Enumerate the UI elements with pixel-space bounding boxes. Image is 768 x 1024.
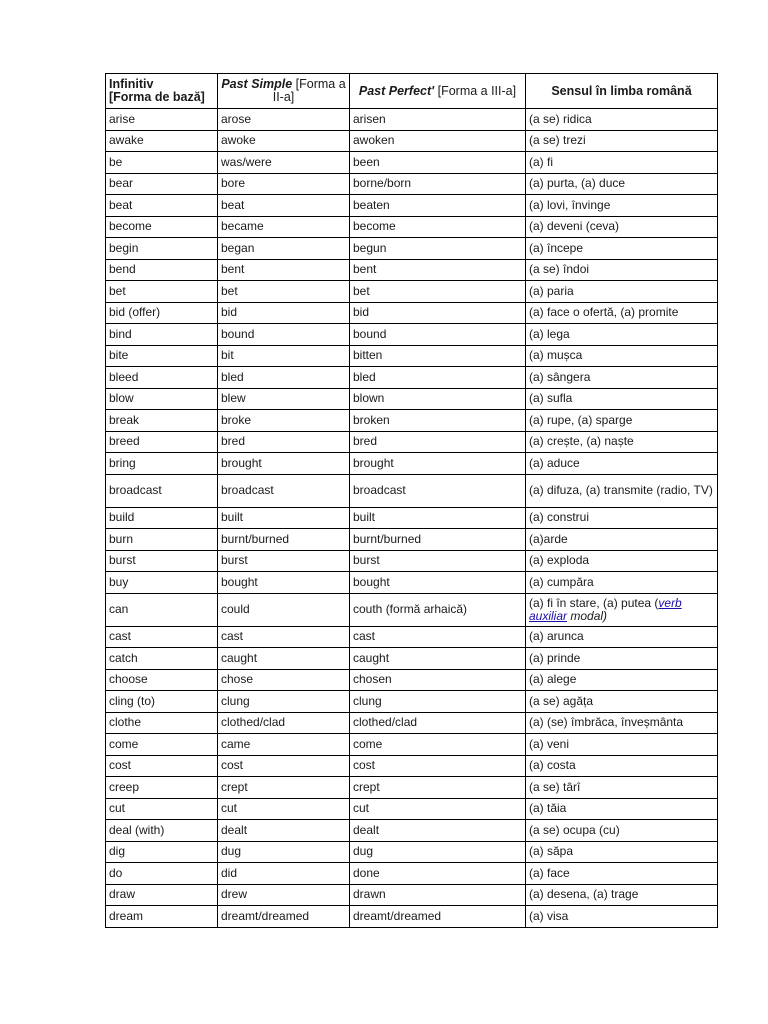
table-row: [106, 906, 717, 927]
meaning-prefix: (a) fi în stare, (a) putea (: [529, 595, 659, 610]
cell-meaning: (a se) trezi: [526, 131, 717, 153]
verb-table-container: [105, 73, 716, 928]
table-row: [106, 410, 717, 432]
table-row: [106, 367, 717, 389]
cell-past-perfect: been: [350, 152, 526, 174]
cell-infinitive: bet: [106, 281, 218, 303]
cell-infinitive: come: [106, 734, 218, 756]
cell-past-simple: broadcast: [218, 475, 350, 508]
cell-past-simple: cut: [218, 799, 350, 821]
cell-past-perfect: bought: [350, 572, 526, 594]
cell-past-simple: bid: [218, 303, 350, 325]
cell-infinitive: burst: [106, 551, 218, 573]
table-row: [106, 842, 717, 864]
cell-meaning: (a) exploda: [526, 551, 717, 573]
header-infinitive-line2: [Forma de bază]: [109, 90, 205, 104]
cell-past-simple: dealt: [218, 820, 350, 842]
cell-meaning: (a) costa: [526, 756, 717, 778]
cell-infinitive: can: [106, 594, 218, 627]
cell-past-simple: bound: [218, 324, 350, 346]
cell-meaning: (a se) ocupa (cu): [526, 820, 717, 842]
table-row: [106, 529, 717, 551]
cell-past-simple: beat: [218, 195, 350, 217]
cell-infinitive: bear: [106, 174, 218, 196]
cell-past-simple: awoke: [218, 131, 350, 153]
cell-past-perfect: crept: [350, 777, 526, 799]
cell-past-simple: began: [218, 238, 350, 260]
cell-past-simple: was/were: [218, 152, 350, 174]
cell-past-perfect: become: [350, 217, 526, 239]
table-row: [106, 152, 717, 174]
cell-infinitive: bleed: [106, 367, 218, 389]
cell-meaning: (a) visa: [529, 908, 569, 923]
cell-meaning: (a) deveni (ceva): [526, 217, 717, 239]
cell-past-simple: bred: [218, 432, 350, 454]
cell-past-simple: bore: [218, 174, 350, 196]
cell-past-simple: cast: [218, 627, 350, 649]
cell-infinitive: creep: [106, 777, 218, 799]
cell-meaning: (a se) agăța: [526, 691, 717, 713]
cell-past-simple: became: [218, 217, 350, 239]
cell-past-simple: burst: [218, 551, 350, 573]
cell-past-perfect: caught: [350, 648, 526, 670]
cell-past-perfect: blown: [350, 389, 526, 411]
cell-past-perfect: clothed/clad: [350, 713, 526, 735]
cell-past-simple: came: [218, 734, 350, 756]
cell-meaning: (a) alege: [526, 670, 717, 692]
cell-infinitive: buy: [106, 572, 218, 594]
table-row: [106, 756, 717, 778]
cell-infinitive: build: [106, 508, 218, 530]
cell-past-perfect: dreamt/dreamed: [350, 906, 526, 927]
cell-infinitive: become: [106, 217, 218, 239]
cell-infinitive: draw: [106, 885, 218, 907]
cell-meaning: (a) începe: [526, 238, 717, 260]
table-row: [106, 670, 717, 692]
cell-past-simple: did: [218, 863, 350, 885]
cell-past-perfect: cast: [350, 627, 526, 649]
cell-past-perfect: burnt/burned: [350, 529, 526, 551]
cell-past-perfect: bent: [350, 260, 526, 282]
cell-infinitive: bid (offer): [106, 303, 218, 325]
cell-past-simple: could: [218, 594, 350, 627]
table-row: [106, 594, 717, 627]
cell-past-perfect: bet: [350, 281, 526, 303]
cell-infinitive: deal (with): [106, 820, 218, 842]
cell-past-perfect: built: [350, 508, 526, 530]
cell-meaning: (a) veni: [526, 734, 717, 756]
table-row: [106, 174, 717, 196]
cell-past-perfect: brought: [350, 453, 526, 475]
cell-infinitive: begin: [106, 238, 218, 260]
header-past-simple-em: Past Simple: [221, 77, 293, 91]
cell-past-simple: broke: [218, 410, 350, 432]
table-row: [106, 820, 717, 842]
cell-past-simple: clung: [218, 691, 350, 713]
cell-past-simple: bled: [218, 367, 350, 389]
cell-past-perfect: beaten: [350, 195, 526, 217]
cell-past-perfect: done: [350, 863, 526, 885]
cell-infinitive: blow: [106, 389, 218, 411]
cell-infinitive: burn: [106, 529, 218, 551]
table-row: [106, 217, 717, 239]
header-romanian-meaning: Sensul în limba română: [526, 74, 717, 109]
cell-past-simple: blew: [218, 389, 350, 411]
cell-meaning: (a) paria: [526, 281, 717, 303]
cell-infinitive: clothe: [106, 713, 218, 735]
cell-meaning: (a se) târî: [526, 777, 717, 799]
cell-meaning: (a) prinde: [526, 648, 717, 670]
cell-past-simple: arose: [218, 109, 350, 131]
cell-past-perfect: burst: [350, 551, 526, 573]
table-row: [106, 389, 717, 411]
cell-past-perfect: come: [350, 734, 526, 756]
cell-infinitive: catch: [106, 648, 218, 670]
cell-meaning: (a) lovi, învinge: [526, 195, 717, 217]
cell-meaning: (a se) îndoi: [526, 260, 717, 282]
cell-infinitive: cast: [106, 627, 218, 649]
cell-meaning: (a) crește, (a) naște: [526, 432, 717, 454]
cell-past-perfect: bid: [350, 303, 526, 325]
table-row: [106, 281, 717, 303]
table-row: [106, 508, 717, 530]
cell-meaning: (a) cumpăra: [526, 572, 717, 594]
cell-infinitive: bring: [106, 453, 218, 475]
cell-meaning: (a) (se) îmbrăca, înveșmânta: [526, 713, 717, 735]
table-row: [106, 734, 717, 756]
cell-meaning: (a) aduce: [526, 453, 717, 475]
cell-meaning: [526, 594, 717, 627]
cell-past-perfect: borne/born: [350, 174, 526, 196]
cell-meaning: (a) desena, (a) trage: [526, 885, 717, 907]
table-row: [106, 346, 717, 368]
cell-past-simple: chose: [218, 670, 350, 692]
cell-past-simple: crept: [218, 777, 350, 799]
cell-past-perfect: arisen: [350, 109, 526, 131]
cell-past-perfect: cost: [350, 756, 526, 778]
header-past-perfect-em: Past Perfect': [358, 83, 435, 98]
cell-past-simple: bet: [218, 281, 350, 303]
table-row: [106, 303, 717, 325]
cell-past-perfect: cut: [350, 799, 526, 821]
cell-infinitive: broadcast: [106, 475, 218, 508]
cell-past-perfect: clung: [350, 691, 526, 713]
cell-meaning: (a) purta, (a) duce: [526, 174, 717, 196]
table-row: [106, 131, 717, 153]
cell-past-simple: burnt/burned: [218, 529, 350, 551]
cell-past-perfect: broadcast: [350, 475, 526, 508]
header-past-perfect-rest: [Forma a III-a]: [434, 83, 517, 98]
cell-past-simple: brought: [218, 453, 350, 475]
cell-infinitive: choose: [106, 670, 218, 692]
cell-meaning: (a) fi: [526, 152, 717, 174]
cell-past-perfect: bled: [350, 367, 526, 389]
table-row: [106, 648, 717, 670]
cell-past-simple: caught: [218, 648, 350, 670]
cell-meaning: (a) sângera: [526, 367, 717, 389]
cell-past-simple: built: [218, 508, 350, 530]
table-row: [106, 195, 717, 217]
cell-meaning: (a) difuza, (a) transmite (radio, TV): [526, 475, 717, 508]
cell-past-perfect: bred: [350, 432, 526, 454]
cell-meaning: (a) construi: [526, 508, 717, 530]
cell-meaning: (a) face o ofertă, (a) promite: [526, 303, 717, 325]
cell-meaning: (a)arde: [526, 529, 717, 551]
cell-past-perfect: dealt: [350, 820, 526, 842]
header-infinitive: [106, 74, 218, 109]
cell-infinitive: bend: [106, 260, 218, 282]
cell-meaning: (a) săpa: [526, 842, 717, 864]
irregular-verbs-table: [105, 73, 718, 928]
cell-infinitive: arise: [106, 109, 218, 131]
cell-infinitive: be: [106, 152, 218, 174]
cell-infinitive: dig: [106, 842, 218, 864]
cell-meaning: (a) mușca: [526, 346, 717, 368]
verb-auxiliar-link[interactable]: verb auxiliar: [529, 595, 682, 623]
cell-past-perfect: drawn: [350, 885, 526, 907]
table-row: [106, 799, 717, 821]
cell-infinitive: bind: [106, 324, 218, 346]
cell-past-simple: bit: [218, 346, 350, 368]
cell-infinitive: bite: [106, 346, 218, 368]
cell-meaning: (a) tăia: [526, 799, 717, 821]
cell-past-perfect: begun: [350, 238, 526, 260]
cell-meaning: (a) sufla: [526, 389, 717, 411]
cell-past-perfect: awoken: [350, 131, 526, 153]
table-row: [106, 475, 717, 508]
table-header-row: [106, 74, 717, 109]
cell-past-simple: dug: [218, 842, 350, 864]
cell-past-simple: clothed/clad: [218, 713, 350, 735]
cell-past-perfect: dug: [350, 842, 526, 864]
cell-past-simple: bought: [218, 572, 350, 594]
table-row: [106, 777, 717, 799]
cell-infinitive: break: [106, 410, 218, 432]
cell-infinitive: do: [106, 863, 218, 885]
table-row: [106, 713, 717, 735]
cell-past-simple: bent: [218, 260, 350, 282]
table-row: [106, 453, 717, 475]
cell-infinitive: breed: [106, 432, 218, 454]
header-past-simple: [218, 74, 350, 109]
table-row: [106, 885, 717, 907]
cell-infinitive: cling (to): [106, 691, 218, 713]
table-body: [106, 109, 717, 927]
table-row: [106, 109, 717, 131]
cell-past-perfect: broken: [350, 410, 526, 432]
table-row: [106, 432, 717, 454]
cell-meaning: (a) lega: [526, 324, 717, 346]
cell-infinitive: awake: [106, 131, 218, 153]
table-row: [106, 324, 717, 346]
cell-meaning: (a) face: [526, 863, 717, 885]
cell-infinitive: dream: [106, 906, 218, 927]
header-past-perfect: [350, 74, 526, 109]
cell-infinitive: beat: [106, 195, 218, 217]
table-row: [106, 627, 717, 649]
cell-past-perfect: chosen: [350, 670, 526, 692]
cell-past-perfect: bitten: [350, 346, 526, 368]
cell-past-simple: drew: [218, 885, 350, 907]
header-infinitive-line1: Infinitiv: [109, 77, 154, 91]
cell-meaning: (a) rupe, (a) sparge: [526, 410, 717, 432]
cell-infinitive: cut: [106, 799, 218, 821]
table-row: [106, 238, 717, 260]
cell-infinitive: cost: [106, 756, 218, 778]
table-row: [106, 551, 717, 573]
meaning-suffix: modal): [567, 608, 608, 623]
cell-past-simple: cost: [218, 756, 350, 778]
table-row: [106, 260, 717, 282]
cell-past-simple: dreamt/dreamed: [218, 906, 350, 927]
header-past-simple-rest: [Forma a II-a]: [272, 77, 346, 104]
table-row: [106, 691, 717, 713]
cell-past-perfect: couth (formă arhaică): [350, 594, 526, 627]
cell-past-perfect: bound: [350, 324, 526, 346]
table-row: [106, 572, 717, 594]
table-row: [106, 863, 717, 885]
cell-meaning: (a) arunca: [526, 627, 717, 649]
cell-meaning: (a se) ridica: [526, 109, 717, 131]
